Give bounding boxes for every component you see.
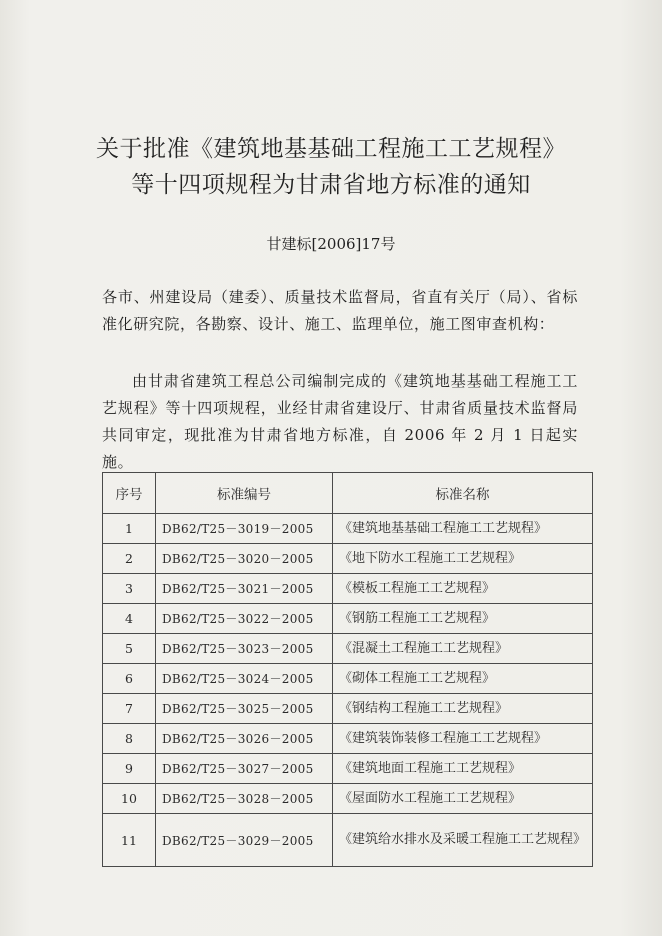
notice-title-line1: 关于批准《建筑地基基础工程施工工艺规程》 — [96, 136, 566, 162]
row-number: 11 — [103, 814, 156, 867]
addressees-paragraph: 各市、州建设局（建委）、质量技术监督局，省直有关厅（局）、省标准化研究院，各勘察、设计、施工、监理单位，施工图审查机构： — [102, 288, 578, 333]
row-number: 2 — [103, 544, 156, 574]
row-code: DB62/T25－3026－2005 — [156, 724, 333, 754]
row-code: DB62/T25－3022－2005 — [156, 604, 333, 634]
row-code: DB62/T25－3027－2005 — [156, 754, 333, 784]
table-row — [103, 724, 593, 754]
row-name: 《混凝土工程施工工艺规程》 — [333, 634, 593, 664]
row-name: 《模板工程施工工艺规程》 — [333, 574, 593, 604]
header-name: 标准名称 — [333, 473, 593, 514]
standards-table — [102, 472, 593, 867]
table-row — [103, 784, 593, 814]
row-code: DB62/T25－3029－2005 — [156, 814, 333, 867]
row-name: 《建筑地基基础工程施工工艺规程》 — [333, 514, 593, 544]
row-number: 6 — [103, 664, 156, 694]
row-number: 3 — [103, 574, 156, 604]
row-code: DB62/T25－3028－2005 — [156, 784, 333, 814]
table-header-row — [103, 473, 593, 514]
row-number: 10 — [103, 784, 156, 814]
row-number: 8 — [103, 724, 156, 754]
row-name: 《建筑地面工程施工工艺规程》 — [333, 754, 593, 784]
row-code: DB62/T25－3024－2005 — [156, 664, 333, 694]
table-row — [103, 574, 593, 604]
table-row — [103, 694, 593, 724]
row-number: 4 — [103, 604, 156, 634]
row-number: 5 — [103, 634, 156, 664]
table-row — [103, 754, 593, 784]
row-code: DB62/T25－3023－2005 — [156, 634, 333, 664]
table-row — [103, 814, 593, 867]
document-number: 甘建标[2006]17号 — [266, 235, 396, 253]
table-row — [103, 544, 593, 574]
row-name: 《钢筋工程施工工艺规程》 — [333, 604, 593, 634]
row-number: 7 — [103, 694, 156, 724]
table-row — [103, 604, 593, 634]
notice-title-line2: 等十四项规程为甘肃省地方标准的通知 — [131, 172, 531, 198]
row-name: 《地下防水工程施工工艺规程》 — [333, 544, 593, 574]
table-row — [103, 634, 593, 664]
row-name: 《钢结构工程施工工艺规程》 — [333, 694, 593, 724]
row-code: DB62/T25－3019－2005 — [156, 514, 333, 544]
row-number: 9 — [103, 754, 156, 784]
table-row — [103, 514, 593, 544]
header-code: 标准编号 — [156, 473, 333, 514]
row-code: DB62/T25－3025－2005 — [156, 694, 333, 724]
row-number: 1 — [103, 514, 156, 544]
row-code: DB62/T25－3020－2005 — [156, 544, 333, 574]
row-code: DB62/T25－3021－2005 — [156, 574, 333, 604]
body-paragraph: 由甘肃省建筑工程总公司编制完成的《建筑地基基础工程施工工艺规程》等十四项规程，业经甘肃省建设厅、甘肃省质量技术监督局共同审定，现批准为甘肃省地方标准，自 2006 年 2 月 1 日起实施。 — [102, 372, 578, 471]
row-name: 《建筑装饰装修工程施工工艺规程》 — [333, 724, 593, 754]
table-row — [103, 664, 593, 694]
header-serial: 序号 — [103, 473, 156, 514]
row-name: 《砌体工程施工工艺规程》 — [333, 664, 593, 694]
row-name: 《建筑给水排水及采暖工程施工工艺规程》 — [333, 814, 593, 867]
row-name: 《屋面防水工程施工工艺规程》 — [333, 784, 593, 814]
